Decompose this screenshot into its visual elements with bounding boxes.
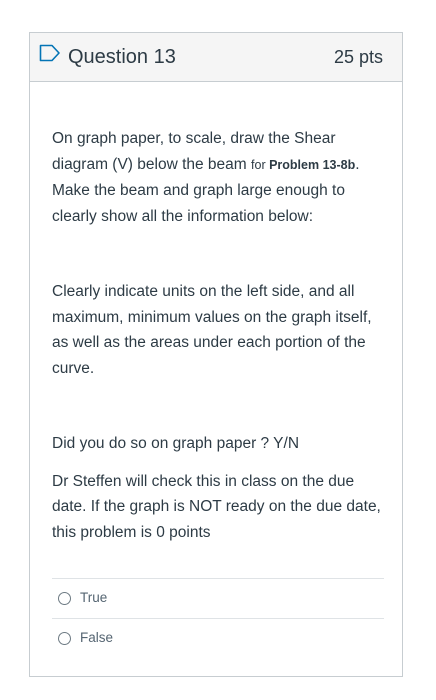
answer-label[interactable]: False <box>80 630 114 645</box>
radio-unchecked-icon[interactable] <box>58 632 71 645</box>
question-paragraph-3: Did you do so on graph paper ? Y/N <box>52 435 300 452</box>
answer-option-true[interactable] <box>52 578 384 618</box>
answer-list <box>52 578 384 658</box>
question-card <box>29 32 403 677</box>
paragraph-1-problem <box>269 158 355 172</box>
paragraph-1-text-a: On graph paper, to scale, draw the Shear diagram (V) below the beam <box>52 130 336 173</box>
paragraph-1-text-b: . Make the beam and graph large enough to clearly show all the information below: <box>52 155 360 225</box>
problem-reference: Problem 13-8b <box>269 157 356 172</box>
question-header <box>30 33 402 82</box>
flag-question-icon[interactable] <box>39 44 61 62</box>
answer-option-false[interactable] <box>52 618 384 658</box>
answer-label[interactable]: True <box>80 590 108 605</box>
question-paragraph-4: Dr Steffen will check this in class on the due date. If the graph is NOT ready on the due date, this problem is 0 points <box>52 472 381 541</box>
question-paragraph-1 <box>52 126 382 229</box>
question-text <box>52 126 382 545</box>
paragraph-1-for: for <box>251 157 270 172</box>
question-title: Question 13 <box>68 46 176 68</box>
radio-unchecked-icon[interactable] <box>58 592 71 605</box>
question-paragraph-2: Clearly indicate units on the left side, and all maximum, minimum values on the graph itself, as well as the areas under each portion of the curve. <box>52 283 372 377</box>
question-points: 25 pts <box>333 47 383 67</box>
